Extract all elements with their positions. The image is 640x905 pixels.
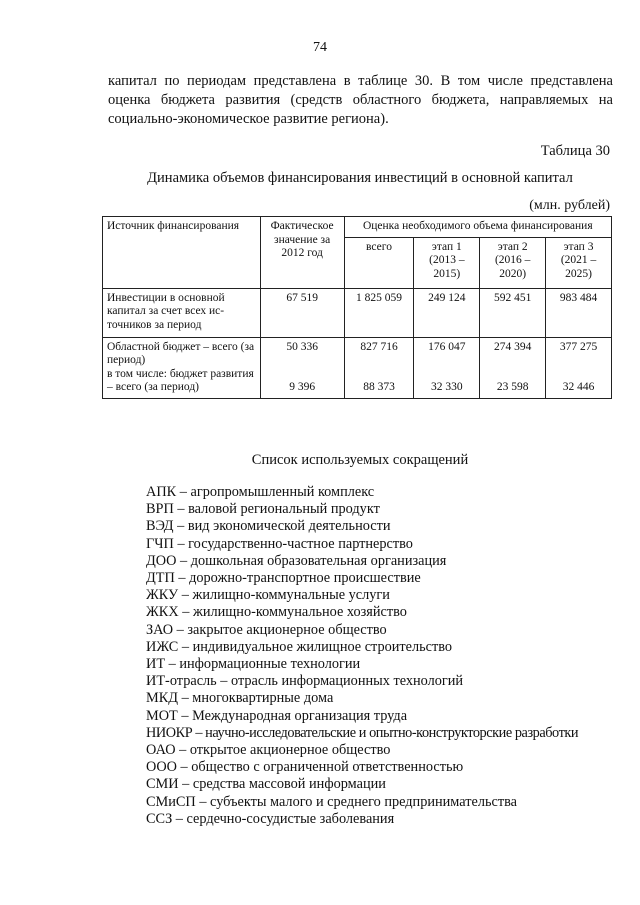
row2-actual-sub-value: 9 396 — [289, 381, 316, 393]
list-item: ООО – общество с ограниченной ответственностью — [146, 759, 464, 776]
row2-stage2-value: 274 394 — [494, 340, 532, 353]
table-row — [103, 337, 612, 398]
list-item: ЗАО – закрытое акционерное общество — [146, 621, 387, 638]
list-item: СМиСП – субъекты малого и среднего предпринимательства — [146, 793, 517, 810]
intro-paragraph: капитал по периодам представлена в таблице 30. В том числе представлена оценка бюджета развития (средств областного бюджета, направляемых на социально-экономическое развитие региона). — [108, 73, 613, 127]
row2-source — [103, 337, 261, 398]
row1-source: Инвестиции в основной капитал за счет всех источников за период — [103, 288, 261, 337]
list-item: ИТ – информационные технологии — [146, 656, 361, 673]
header-actual: Фактическое значение за 2012 год — [260, 217, 344, 289]
table-label: Таблица 30 — [540, 143, 610, 159]
list-item: ГЧП – государственно-частное партнерство — [146, 535, 413, 552]
header-stage3: этап 3 (2021 – 2025) — [546, 237, 612, 288]
row2-stage1-value: 176 047 — [428, 340, 466, 353]
row2-source-sub: в том числе: бюджет развития – всего (за период) — [107, 367, 254, 393]
abbreviations-list — [146, 484, 578, 828]
row2-stage1 — [414, 337, 480, 398]
list-item: ОАО – открытое акционерное общество — [146, 742, 391, 759]
financing-table — [102, 216, 612, 399]
page-number: 74 — [313, 40, 327, 55]
list-item: ЖКУ – жилищно-коммунальные услуги — [146, 587, 390, 604]
row1-stage1: 249 124 — [414, 288, 480, 337]
row2-stage1-sub-value: 32 330 — [431, 381, 463, 393]
list-item: НИОКР – научно-исследовательские и опытно-конструкторские разработки — [146, 724, 579, 741]
list-item: МОТ – Международная организация труда — [146, 707, 408, 724]
header-stage1: этап 1 (2013 – 2015) — [414, 237, 480, 288]
list-item: ИТ-отрасль – отрасль информационных технологий — [146, 673, 464, 690]
list-item: ЖКХ – жилищно-коммунальное хозяйство — [146, 604, 407, 621]
header-stage2: этап 2 (2016 – 2020) — [480, 237, 546, 288]
header-total: всего — [344, 237, 414, 288]
row2-total-value: 827 716 — [360, 340, 398, 353]
row2-total-sub-value: 88 373 — [363, 381, 395, 393]
list-item: ВЭД – вид экономической деятельности — [146, 518, 391, 535]
header-source: Источник финансирования — [103, 217, 261, 289]
list-item: МКД – многоквартирные дома — [146, 690, 334, 707]
row2-stage3-sub-value: 32 446 — [562, 381, 595, 393]
row2-stage2-sub-value: 23 598 — [496, 381, 529, 393]
list-item: ИЖС – индивидуальное жилищное строительство — [146, 638, 453, 655]
list-item: ДОО – дошкольная образовательная организация — [146, 552, 447, 569]
row2-stage3 — [546, 337, 612, 398]
header-estimate: Оценка необходимого объема финансирования — [344, 217, 611, 238]
row2-actual — [260, 337, 344, 398]
row2-stage2 — [480, 337, 546, 398]
units-label: (млн. рублей) — [529, 198, 610, 213]
row2-total — [344, 337, 414, 398]
row2-stage3-value: 377 275 — [559, 340, 598, 353]
row1-actual: 67 519 — [260, 288, 344, 337]
row1-stage3: 983 484 — [546, 288, 612, 337]
list-item: ДТП – дорожно-транспортное происшествие — [146, 570, 421, 587]
abbreviations-title: Список используемых сокращений — [251, 452, 469, 468]
table-title: Динамика объемов финансирования инвестиций в основной капитал — [147, 170, 573, 186]
list-item: СМИ – средства массовой информации — [146, 776, 386, 793]
row2-actual-value: 50 336 — [286, 340, 318, 353]
row2-source-main: Областной бюджет – всего (за период) — [107, 340, 255, 366]
row1-total: 1 825 059 — [344, 288, 414, 337]
table-row — [103, 288, 612, 337]
list-item: ВРП – валовой региональный продукт — [146, 501, 380, 518]
row1-stage2: 592 451 — [480, 288, 546, 337]
list-item: АПК – агропромышленный комплекс — [146, 484, 375, 500]
table-header-row — [103, 217, 612, 238]
list-item: ССЗ – сердечно-сосудистые заболевания — [146, 810, 395, 827]
